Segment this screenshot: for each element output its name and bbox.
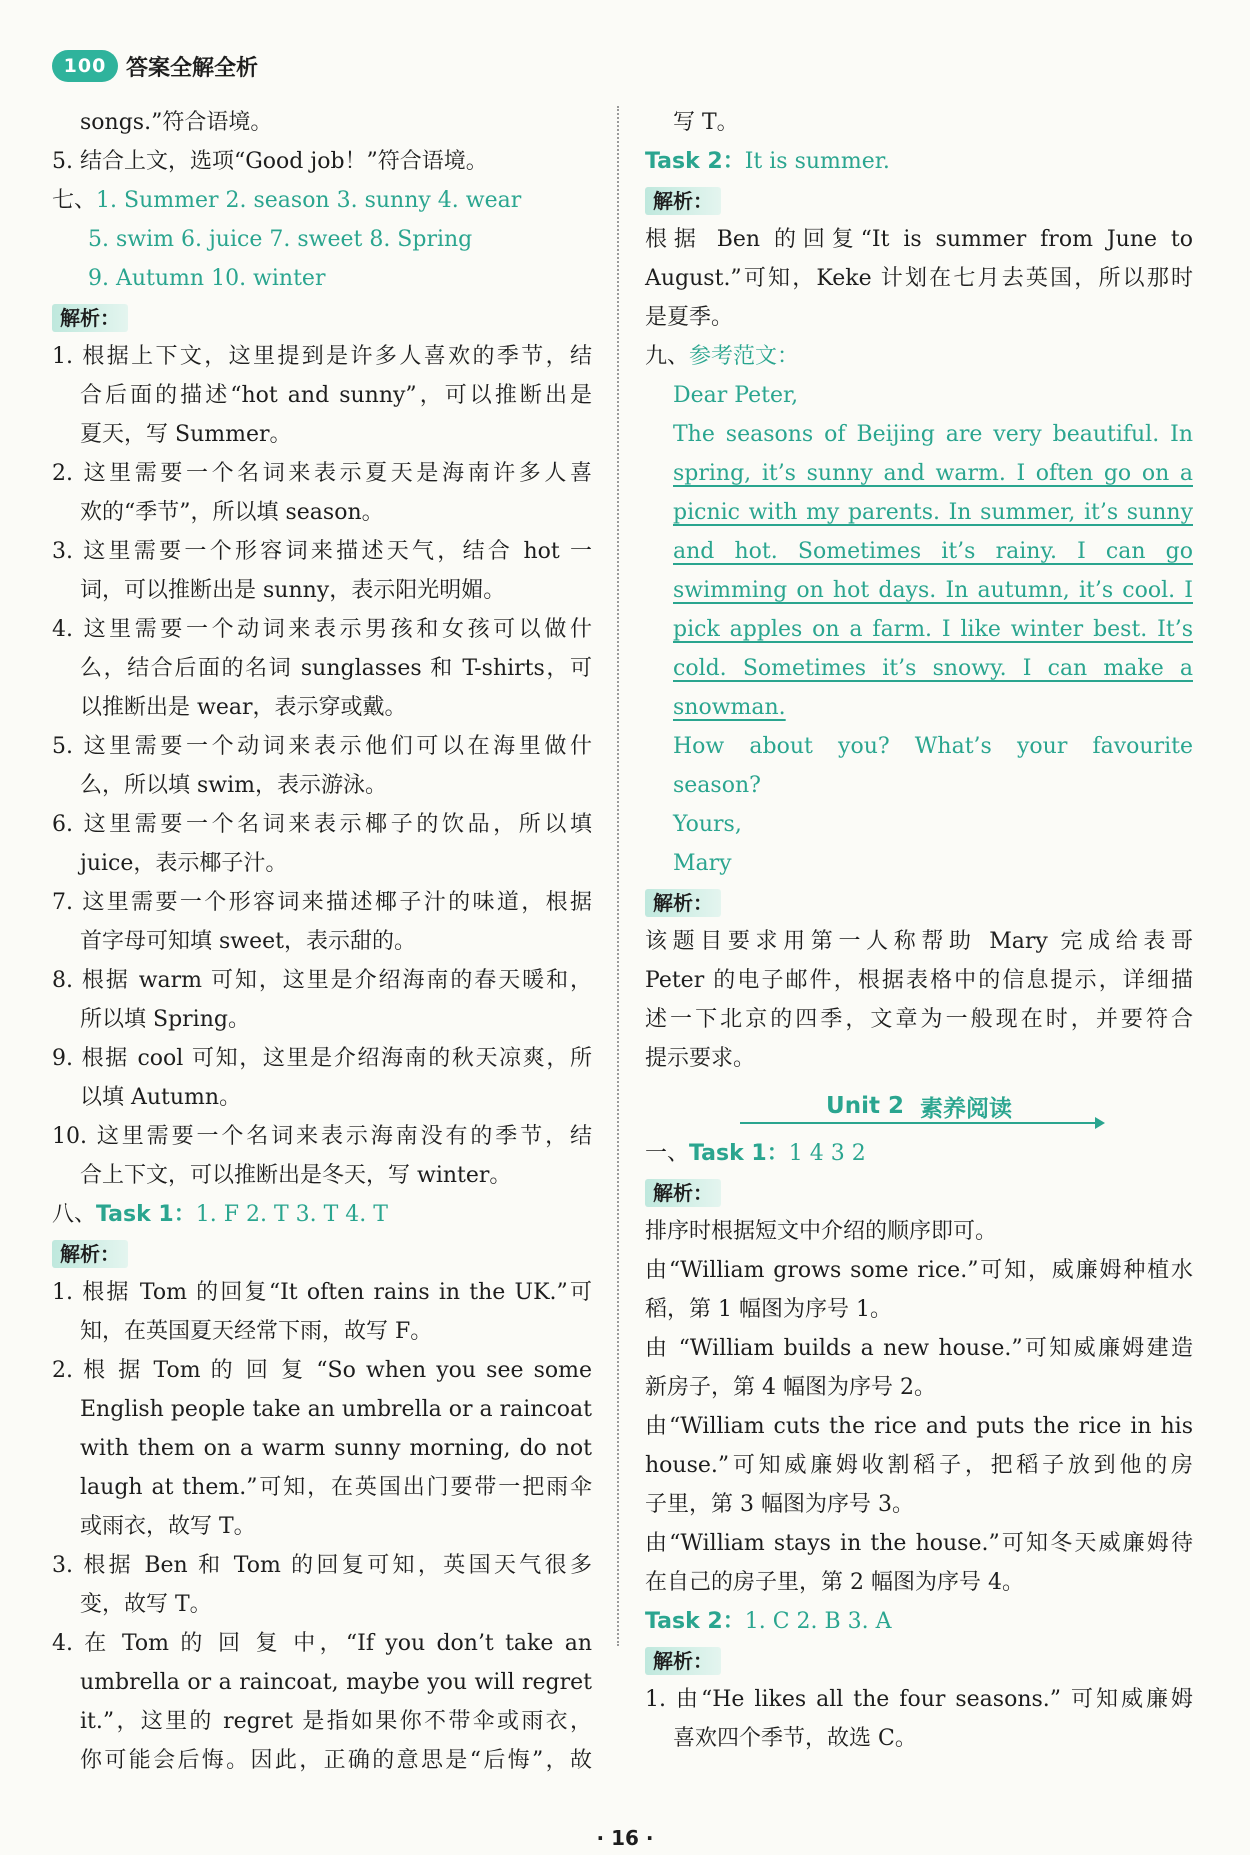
text-line: 新房子，第 4 幅图为序号 2。 xyxy=(645,1375,936,1400)
text-line: 是夏季。 xyxy=(645,305,734,330)
answer-line: and hot. Sometimes it’s rainy. I can go xyxy=(673,539,1193,564)
task-label: Task 2： xyxy=(645,1609,745,1634)
text-line: 或雨衣，故写 T。 xyxy=(80,1514,256,1539)
right-column xyxy=(645,103,1193,1758)
task-label: Task 1： xyxy=(689,1141,789,1166)
analysis-label-row xyxy=(52,298,592,337)
answer-line: snowman. xyxy=(673,695,786,720)
text-line: 在自己的房子里，第 2 幅图为序号 4。 xyxy=(645,1570,1024,1595)
section-answer-line xyxy=(52,181,592,220)
text-line: 根据 Ben 的回复“It is summer from June to xyxy=(645,227,1193,252)
text-line: 由“William stays in the house.”可知冬天威廉姆待 xyxy=(645,1531,1193,1556)
text-line: 所以填 Spring。 xyxy=(80,1007,250,1032)
unit-heading xyxy=(645,1078,1193,1134)
text-line: 稻，第 1 幅图为序号 1。 xyxy=(645,1297,892,1322)
section-answer-line xyxy=(645,337,1193,376)
analysis-label: 解析： xyxy=(645,187,721,215)
text-line: 么，结合后面的名词 sunglasses 和 T-shirts，可 xyxy=(80,656,592,681)
text-line: it.”，这里的 regret 是指如果你不带伞或雨衣， xyxy=(80,1709,592,1734)
analysis-label: 解析： xyxy=(645,1179,721,1207)
unit-number: Unit 2 xyxy=(826,1093,904,1119)
task-answer-line xyxy=(645,1134,1193,1173)
text-line: 子里，第 3 幅图为序号 3。 xyxy=(645,1492,914,1517)
text-line: juice，表示椰子汁。 xyxy=(80,851,288,876)
page-number: · 16 · xyxy=(596,1826,654,1850)
text-line: 2. 根 据 Tom 的 回 复 “So when you see some xyxy=(52,1358,592,1383)
page-header xyxy=(52,46,258,86)
analysis-label: 解析： xyxy=(52,304,128,332)
analysis-label-row xyxy=(645,1641,1193,1680)
analysis-label: 解析： xyxy=(645,889,721,917)
answer-line: 9. Autumn 10. winter xyxy=(88,266,326,291)
section-number: 九、 xyxy=(645,344,690,369)
analysis-label-row xyxy=(645,181,1193,220)
text-line: 合后面的描述“hot and sunny”，可以推断出是 xyxy=(80,383,592,408)
answer-line: cold. Sometimes it’s snowy. I can make a xyxy=(673,656,1193,681)
text-line: 1. 根据上下文，这里提到是许多人喜欢的季节，结 xyxy=(52,344,592,369)
text-line: laugh at them.”可知，在英国出门要带一把雨伞 xyxy=(80,1475,592,1500)
text-line: 8. 根据 warm 可知，这里是介绍海南的春天暖和， xyxy=(52,968,592,993)
text-line: Peter 的电子邮件，根据表格中的信息提示，详细描 xyxy=(645,968,1193,993)
answer-line: pick apples on a farm. I like winter best. It’s xyxy=(673,617,1193,642)
task-answers: 1. C 2. B 3. A xyxy=(744,1609,892,1634)
text-line: 5. 这里需要一个动词来表示他们可以在海里做什 xyxy=(52,734,592,759)
text-line: 以推断出是 wear，表示穿或戴。 xyxy=(80,695,407,720)
text-line: 由“William grows some rice.”可知，威廉姆种植水 xyxy=(645,1258,1193,1283)
unit-title: 素养阅读 xyxy=(919,1095,1012,1122)
text-line: 么，所以填 swim，表示游泳。 xyxy=(80,773,388,798)
text-line: 知，在英国夏天经常下雨，故写 F。 xyxy=(80,1319,433,1344)
text-line: songs.”符合语境。 xyxy=(80,110,273,135)
text-line: 合上下文，可以推断出是冬天，写 winter。 xyxy=(80,1163,512,1188)
task-answer-line xyxy=(645,142,1193,181)
answer-line: Mary xyxy=(673,851,732,876)
analysis-label-row xyxy=(645,1173,1193,1212)
book-title: 答案全解全析 xyxy=(126,55,259,81)
task-answer-line xyxy=(645,1602,1193,1641)
text-line: 7. 这里需要一个形容词来描述椰子汁的味道，根据 xyxy=(52,890,592,915)
answer-line: How about you? What’s your favourite xyxy=(673,734,1193,759)
text-line: 该题目要求用第一人称帮助 Mary 完成给表哥 xyxy=(645,929,1193,954)
text-line: 变，故写 T。 xyxy=(80,1592,212,1617)
section-answers: 参考范文： xyxy=(689,344,800,369)
text-line: August.”可知，Keke 计划在七月去英国，所以那时 xyxy=(645,266,1193,291)
answer-line: Dear Peter, xyxy=(673,383,799,408)
task-label: Task 1： xyxy=(96,1202,196,1227)
answer-line: The seasons of Beijing are very beautiful. In xyxy=(673,422,1193,447)
text-line: 提示要求。 xyxy=(645,1046,756,1071)
text-line: umbrella or a raincoat, maybe you will regret xyxy=(80,1670,592,1695)
answer-line: Yours, xyxy=(673,812,742,837)
text-line: 写 T。 xyxy=(673,110,739,135)
task-label: Task 2： xyxy=(645,149,745,174)
text-line: 以填 Autumn。 xyxy=(80,1085,242,1110)
text-line: 述一下北京的四季，文章为一般现在时，并要符合 xyxy=(645,1007,1193,1032)
left-column xyxy=(52,103,592,1780)
answer-line: swimming on hot days. In autumn, it’s cool. I xyxy=(673,578,1193,603)
text-line: 由“William cuts the rice and puts the rice in his xyxy=(645,1414,1193,1439)
analysis-label-row xyxy=(52,1234,592,1273)
heading-arrow-icon xyxy=(1095,1117,1105,1129)
text-line: 欢的“季节”，所以填 season。 xyxy=(80,500,384,525)
text-line: 1. 由“He likes all the four seasons.” 可知威廉姆 xyxy=(645,1687,1193,1712)
text-line: 词，可以推断出是 sunny，表示阳光明媚。 xyxy=(80,578,506,603)
answer-line: spring, it’s sunny and warm. I often go on a xyxy=(673,461,1193,486)
answer-line: picnic with my parents. In summer, it’s sunny xyxy=(673,500,1193,525)
heading-underline xyxy=(740,1122,1098,1124)
text-line: 夏天，写 Summer。 xyxy=(80,422,292,447)
text-line: 3. 根据 Ben 和 Tom 的回复可知，英国天气很多 xyxy=(52,1553,592,1578)
text-line: 3. 这里需要一个形容词来描述天气，结合 hot 一 xyxy=(52,539,592,564)
task-answers: 1 4 3 2 xyxy=(788,1141,866,1166)
analysis-label: 解析： xyxy=(645,1647,721,1675)
section-number: 八、 xyxy=(52,1202,97,1227)
text-line: 9. 根据 cool 可知，这里是介绍海南的秋天凉爽，所 xyxy=(52,1046,592,1071)
text-line: 2. 这里需要一个名词来表示夏天是海南许多人喜 xyxy=(52,461,592,486)
text-line: 由 “William builds a new house.”可知威廉姆建造 xyxy=(645,1336,1193,1361)
answer-line: 5. swim 6. juice 7. sweet 8. Spring xyxy=(88,227,473,252)
analysis-label: 解析： xyxy=(52,1240,128,1268)
analysis-label-row xyxy=(645,883,1193,922)
brand-logo: 100 xyxy=(52,50,118,82)
column-divider xyxy=(617,106,619,1646)
text-line: with them on a warm sunny morning, do not xyxy=(80,1436,592,1461)
section-number: 一、 xyxy=(645,1141,690,1166)
task-answer-line xyxy=(52,1195,592,1234)
section-number: 七、 xyxy=(52,188,97,213)
text-line: 排序时根据短文中介绍的顺序即可。 xyxy=(645,1219,998,1244)
text-line: 5. 结合上文，选项“Good job！”符合语境。 xyxy=(52,149,488,174)
text-line: English people take an umbrella or a raincoat xyxy=(80,1397,592,1422)
text-line: 4. 在 Tom 的 回 复 中，“If you don’t take an xyxy=(52,1631,592,1656)
text-line: house.”可知威廉姆收割稻子，把稻子放到他的房 xyxy=(645,1453,1193,1478)
task-answers: 1. F 2. T 3. T 4. T xyxy=(195,1202,388,1227)
task-answers: It is summer. xyxy=(744,149,890,174)
text-line: 6. 这里需要一个名词来表示椰子的饮品，所以填 xyxy=(52,812,592,837)
text-line: 1. 根据 Tom 的回复“It often rains in the UK.”可 xyxy=(52,1280,592,1305)
section-answers: 1. Summer 2. season 3. sunny 4. wear xyxy=(96,188,522,213)
text-line: 你可能会后悔。因此，正确的意思是“后悔”，故 xyxy=(80,1748,592,1773)
text-line: 4. 这里需要一个动词来表示男孩和女孩可以做什 xyxy=(52,617,592,642)
answer-line: season? xyxy=(673,773,761,798)
text-line: 喜欢四个季节，故选 C。 xyxy=(673,1726,917,1751)
text-line: 10. 这里需要一个名词来表示海南没有的季节，结 xyxy=(52,1124,592,1149)
text-line: 首字母可知填 sweet，表示甜的。 xyxy=(80,929,416,954)
